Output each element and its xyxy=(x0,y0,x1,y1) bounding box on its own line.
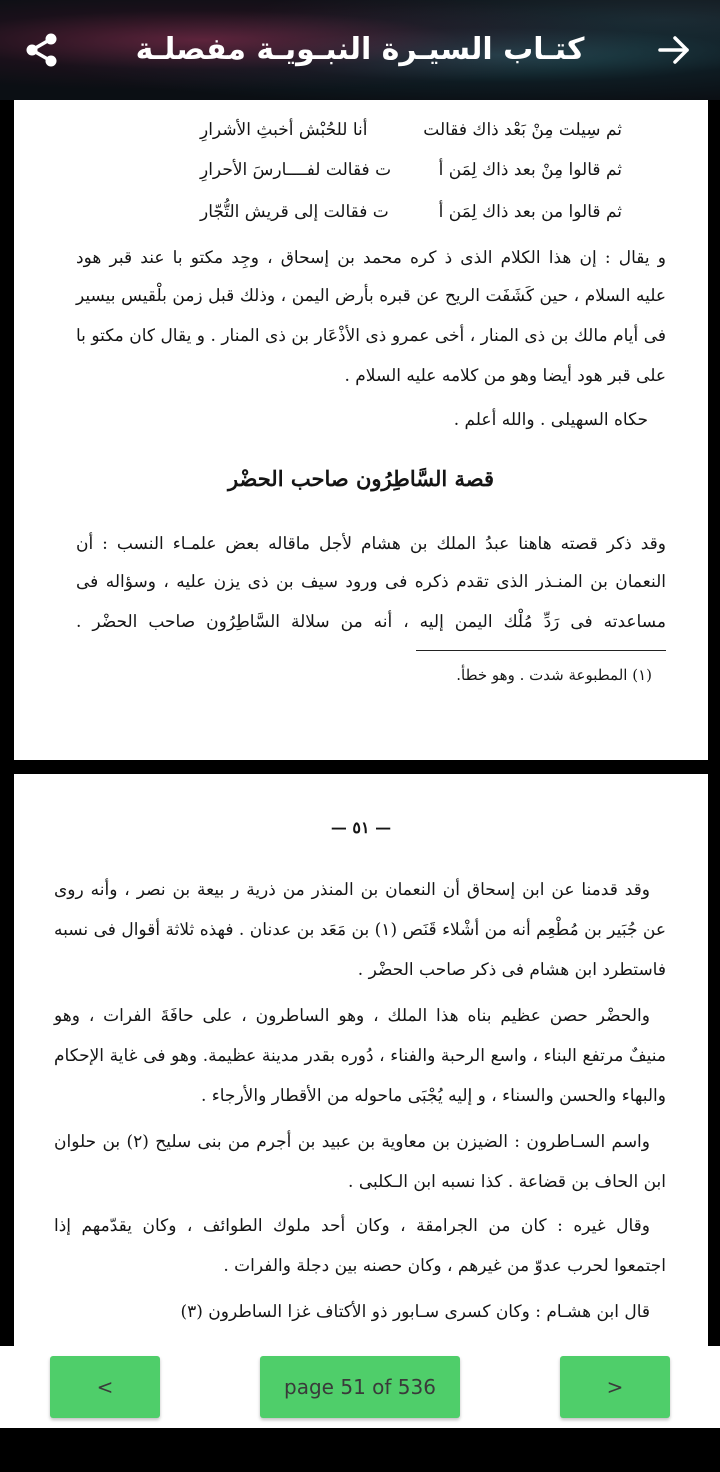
page-indicator-button[interactable]: page 51 of 536 xyxy=(260,1356,460,1418)
text-line: فى أيام مالك بن ذى المنار ، أخى عمرو ذى الأذْعَار بن ذى المنار . و يقال كان مكتو با xyxy=(76,326,666,346)
app-title: كتـاب السيـرة النبـويـة مفصلـة xyxy=(135,32,585,67)
text-line: وقال غيره : كان من الجرامقة ، وكان أحد ملوك الطوائف ، وكان يقدّمهم إذا xyxy=(54,1216,650,1236)
text-line: و يقال : إن هذا الكلام الذى ذ كره محمد بن إسحاق ، وجِد مكتو با عند قبر هود xyxy=(76,248,666,268)
verse-line-2-hemistich-2: ت فقالت لفــــارسَ الأحرارِ xyxy=(200,160,392,180)
book-page-current xyxy=(14,774,708,1346)
share-icon xyxy=(22,30,62,70)
attribution: حكاه السهيلى . والله أعلم . xyxy=(453,410,648,430)
text-line: عليه السلام ، حين كَشَفَت الريح عن قبره بأرض اليمن ، وذلك قبل زمن بلْقيس بيسير xyxy=(76,286,666,306)
footnote: (١) المطبوعة شدت . وهو خطأ. xyxy=(456,666,652,684)
system-navigation-bar xyxy=(0,1428,720,1472)
text-line: عن جُبَير بن مُطْعِم أنه من أشْلاء قَنَص (١) بن مَعَد بن عدنان . فهذه ثلاثة أقوال فى نسبه xyxy=(54,920,666,940)
verse-line-1-hemistich-1: ثم سِيلت مِنْ بَعْد ذاك فقالت xyxy=(423,120,622,140)
arrow-right-icon xyxy=(656,32,692,68)
text-line: منيفٌ مرتفع البناء ، واسع الرحبة والفناء ، دُوره بقدر مدينة عظيمة. وهو فى غاية الإحكام xyxy=(54,1046,666,1066)
share-button[interactable] xyxy=(20,28,64,72)
pagination-bar xyxy=(0,1346,720,1428)
text-line: النعمان بن المنـذر الذى تقدم ذكره فى ورود سيف بن ذى يزن عليه ، وسؤاله فى xyxy=(76,572,666,592)
text-line: اجتمعوا لحرب عدوّ من غيرهم ، وكان حصنه بين دجلة والفرات . xyxy=(223,1256,666,1276)
footnote-divider xyxy=(416,650,666,651)
text-line: على قبر هود أيضا وهو من كلامه عليه السلام . xyxy=(344,366,666,386)
text-line: والحضْر حصن عظيم بناه هذا الملك ، وهو الساطرون ، على حافَةَ الفرات ، وهو xyxy=(54,1006,650,1026)
verse-line-3-hemistich-1: ثم قالوا من بعد ذاك لِمَن أ xyxy=(438,202,622,222)
text-line: مساعدته فى رَدِّ مُلْك اليمن إليه ، أنه من سلالة السَّاطِرُون صاحب الحضْر . xyxy=(76,612,666,632)
text-line: فاستطرد ابن هشام فى ذكر صاحب الحضْر . xyxy=(357,960,666,980)
book-page-previous xyxy=(14,100,708,760)
verse-line-1-hemistich-2: أنا للحُبْش أخبثِ الأشرارِ xyxy=(200,120,368,140)
printed-page-number: — ٥١ — xyxy=(330,818,392,837)
verse-line-3-hemistich-2: ت فقالت إلى قريش التُّجّار xyxy=(200,202,389,222)
previous-page-button[interactable]: < xyxy=(50,1356,160,1418)
verse-line-2-hemistich-1: ثم قالوا مِنْ بعد ذاك لِمَن أ xyxy=(438,160,622,180)
text-line: واسم السـاطرون : الضيزن بن معاوية بن عبيد بن أجرم من بنى سليح (٢) بن حلوان xyxy=(54,1132,650,1152)
text-line: ابن الحاف بن قضاعة . كذا نسبه ابن الـكلبى . xyxy=(348,1172,666,1192)
back-button[interactable] xyxy=(652,28,696,72)
text-line: وقد ذكر قصته هاهنا عبدُ الملك بن هشام لأجل ماقاله بعض علمـاء النسب : أن xyxy=(76,534,666,554)
text-line: قال ابن هشـام : وكان كسرى سـابور ذو الأكتاف غزا الساطرون (٣) xyxy=(180,1302,650,1322)
text-line: والبهاء والحسن والسناء ، و إليه يُجْبَى ماحوله من الأقطار والأرجاء . xyxy=(200,1086,666,1106)
text-line: وقد قدمنا عن ابن إسحاق أن النعمان بن المنذر من ذرية ر بيعة بن نصر ، وأنه روى xyxy=(54,880,650,900)
section-heading: قصة السَّاطِرُون صاحب الحضْر xyxy=(227,466,495,491)
next-page-button[interactable]: > xyxy=(560,1356,670,1418)
title-bar xyxy=(0,0,720,100)
